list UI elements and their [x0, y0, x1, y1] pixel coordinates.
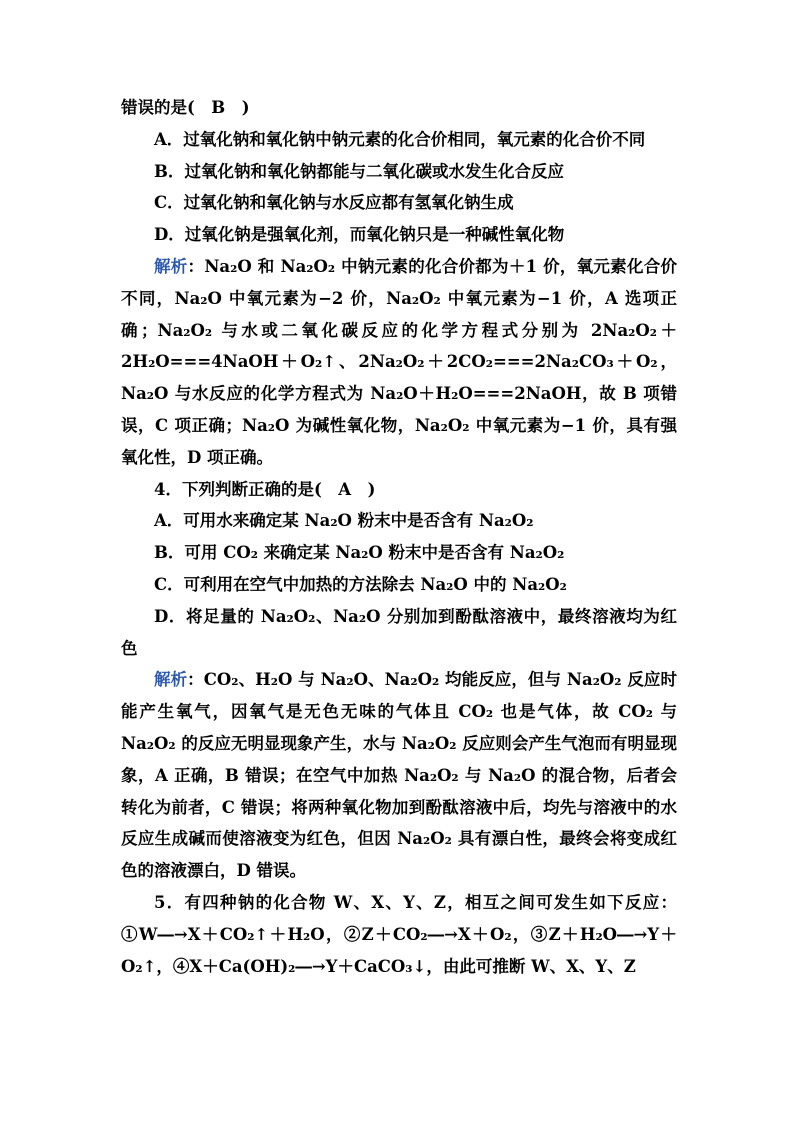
- q3-option-a: A．过氧化钠和氧化钠中钠元素的化合价相同，氧元素的化合价不同: [154, 129, 646, 149]
- q5-stem: 5．有四种钠的化合物 W、X、Y、Z，相互之间可发生如下反应：①W―→X＋CO₂↑＋H₂O，②Z＋CO₂―→X＋O₂，③Z＋H₂O―→Y＋O₂↑，④X＋Ca(OH)₂―→Y＋CaCO₃↓，由此可推断 W、X、Y、Z: [121, 892, 677, 976]
- q4-option-b: B．可用 CO₂ 来确定某 Na₂O 粉末中是否含有 Na₂O₂: [154, 543, 565, 563]
- q3-stem-tail: 错误的是( B ): [121, 98, 250, 117]
- q4-option-c: C．可利用在空气中加热的方法除去 Na₂O 中的 Na₂O₂: [154, 574, 567, 594]
- analysis-label: 解析: [154, 670, 188, 690]
- q3-analysis: [121, 251, 677, 474]
- q3-analysis-text: ：Na₂O 和 Na₂O₂ 中钠元素的化合价都为＋1 价，氧元素化合价不同，Na₂O 中氧元素为−2 价，Na₂O₂ 中氧元素为−1 价，A 选项正确；Na₂O₂ 与水或二氧化碳反应的化学方程式分别为 2Na₂O₂＋2H₂O===4NaOH＋O₂↑、2Na₂O₂＋2CO₂===2Na₂CO₃＋O₂，Na₂O 与水反应的化学方程式为 Na₂O＋H₂O===2NaOH，故 B 项错误，C 项正确；Na₂O 为碱性氧化物，Na₂O₂ 中氧元素为−1 价，具有强氧化性，D 项正确。: [121, 256, 677, 467]
- q3-option-b: B．过氧化钠和氧化钠都能与二氧化碳或水发生化合反应: [154, 161, 564, 181]
- analysis-label: 解析: [154, 256, 188, 276]
- q3-option-d: D．过氧化钠是强氧化剂，而氧化钠只是一种碱性氧化物: [154, 225, 565, 245]
- q4-option-a: A．可用水来确定某 Na₂O 粉末中是否含有 Na₂O₂: [154, 511, 534, 531]
- document-page: [121, 92, 677, 982]
- q4-option-d: D．将足量的 Na₂O₂、Na₂O 分别加到酚酞溶液中，最终溶液均为红色: [121, 606, 677, 658]
- q3-option-c: C．过氧化钠和氧化钠与水反应都有氢氧化钠生成: [154, 193, 514, 213]
- q4-stem: 4．下列判断正确的是( A ): [154, 479, 376, 499]
- q4-analysis-text: ：CO₂、H₂O 与 Na₂O、Na₂O₂ 均能反应，但与 Na₂O₂ 反应时能产生氧气，因氧气是无色无味的气体且 CO₂ 也是气体，故 CO₂ 与 Na₂O₂ 的反应无明显现象产生，水与 Na₂O₂ 反应则会产生气泡而有明显现象，A 正确，B 错误；在空气中加热 Na₂O₂ 与 Na₂O 的混合物，后者会转化为前者，C 错误；将两种氧化物加到酚酞溶液中后，均先与溶液中的水反应生成碱而使溶液变为红色，但因 Na₂O₂ 具有漂白性，最终会将变成红色的溶液漂白，D 错误。: [121, 670, 678, 881]
- q4-analysis: [121, 664, 677, 887]
